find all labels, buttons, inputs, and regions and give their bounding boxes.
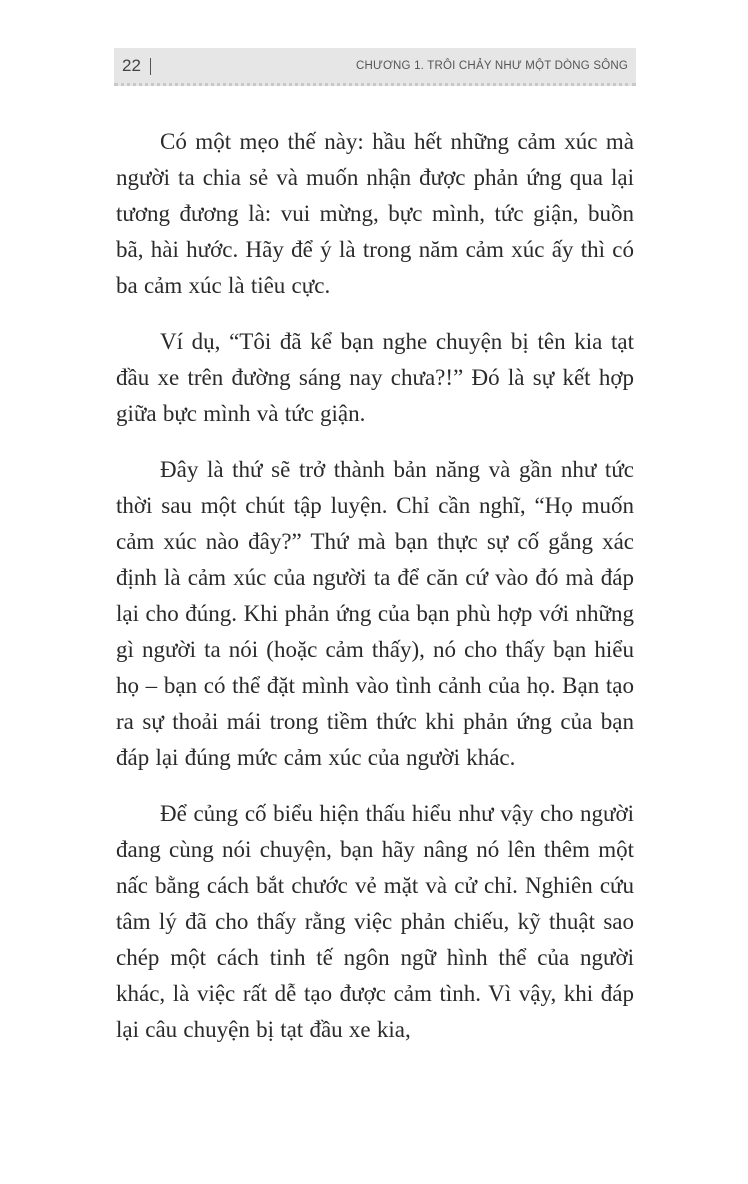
header-divider <box>150 58 151 75</box>
paragraph: Có một mẹo thế này: hầu hết những cảm xúc mà người ta chia sẻ và muốn nhận được phản ứng qua lại tương đương là: vui mừng, bực mình, tức giận, buồn bã, hài hước. Hãy để ý là trong năm cảm xúc ấy thì có ba cảm xúc là tiêu cực. <box>116 129 634 298</box>
paragraph: Để củng cố biểu hiện thấu hiểu như vậy cho người đang cùng nói chuyện, bạn hãy nâng nó lên thêm một nấc bằng cách bắt chước vẻ mặt và cử chỉ. Nghiên cứu tâm lý đã cho thấy rằng việc phản chiếu, kỹ thuật sao chép một cách tinh tế ngôn ngữ hình thể của người khác, là việc rất dễ tạo được cảm tình. Vì vậy, khi đáp lại câu chuyện bị tạt đầu xe kia, <box>116 801 634 1042</box>
chapter-title: CHƯƠNG 1. TRÔI CHẢY NHƯ MỘT DÒNG SÔNG <box>355 60 628 72</box>
paragraph: Ví dụ, “Tôi đã kể bạn nghe chuyện bị tên kia tạt đầu xe trên đường sáng nay chưa?!” Đó là sự kết hợp giữa bực mình và tức giận. <box>116 329 634 426</box>
paragraph: Đây là thứ sẽ trở thành bản năng và gần như tức thời sau một chút tập luyện. Chỉ cần nghĩ, “Họ muốn cảm xúc nào đây?” Thứ mà bạn thực sự cố gắng xác định là cảm xúc của người ta để căn cứ vào đó mà đáp lại cho đúng. Khi phản ứng của bạn phù hợp với những gì người ta nói (hoặc cảm thấy), nó cho thấy bạn hiểu họ – bạn có thể đặt mình vào tình cảnh của họ. Bạn tạo ra sự thoải mái trong tiềm thức khi phản ứng của bạn đáp lại đúng mức cảm xúc của người khác. <box>116 457 634 770</box>
body-text <box>116 124 634 1068</box>
page-number: 22 <box>122 56 141 75</box>
page-header <box>114 48 636 86</box>
